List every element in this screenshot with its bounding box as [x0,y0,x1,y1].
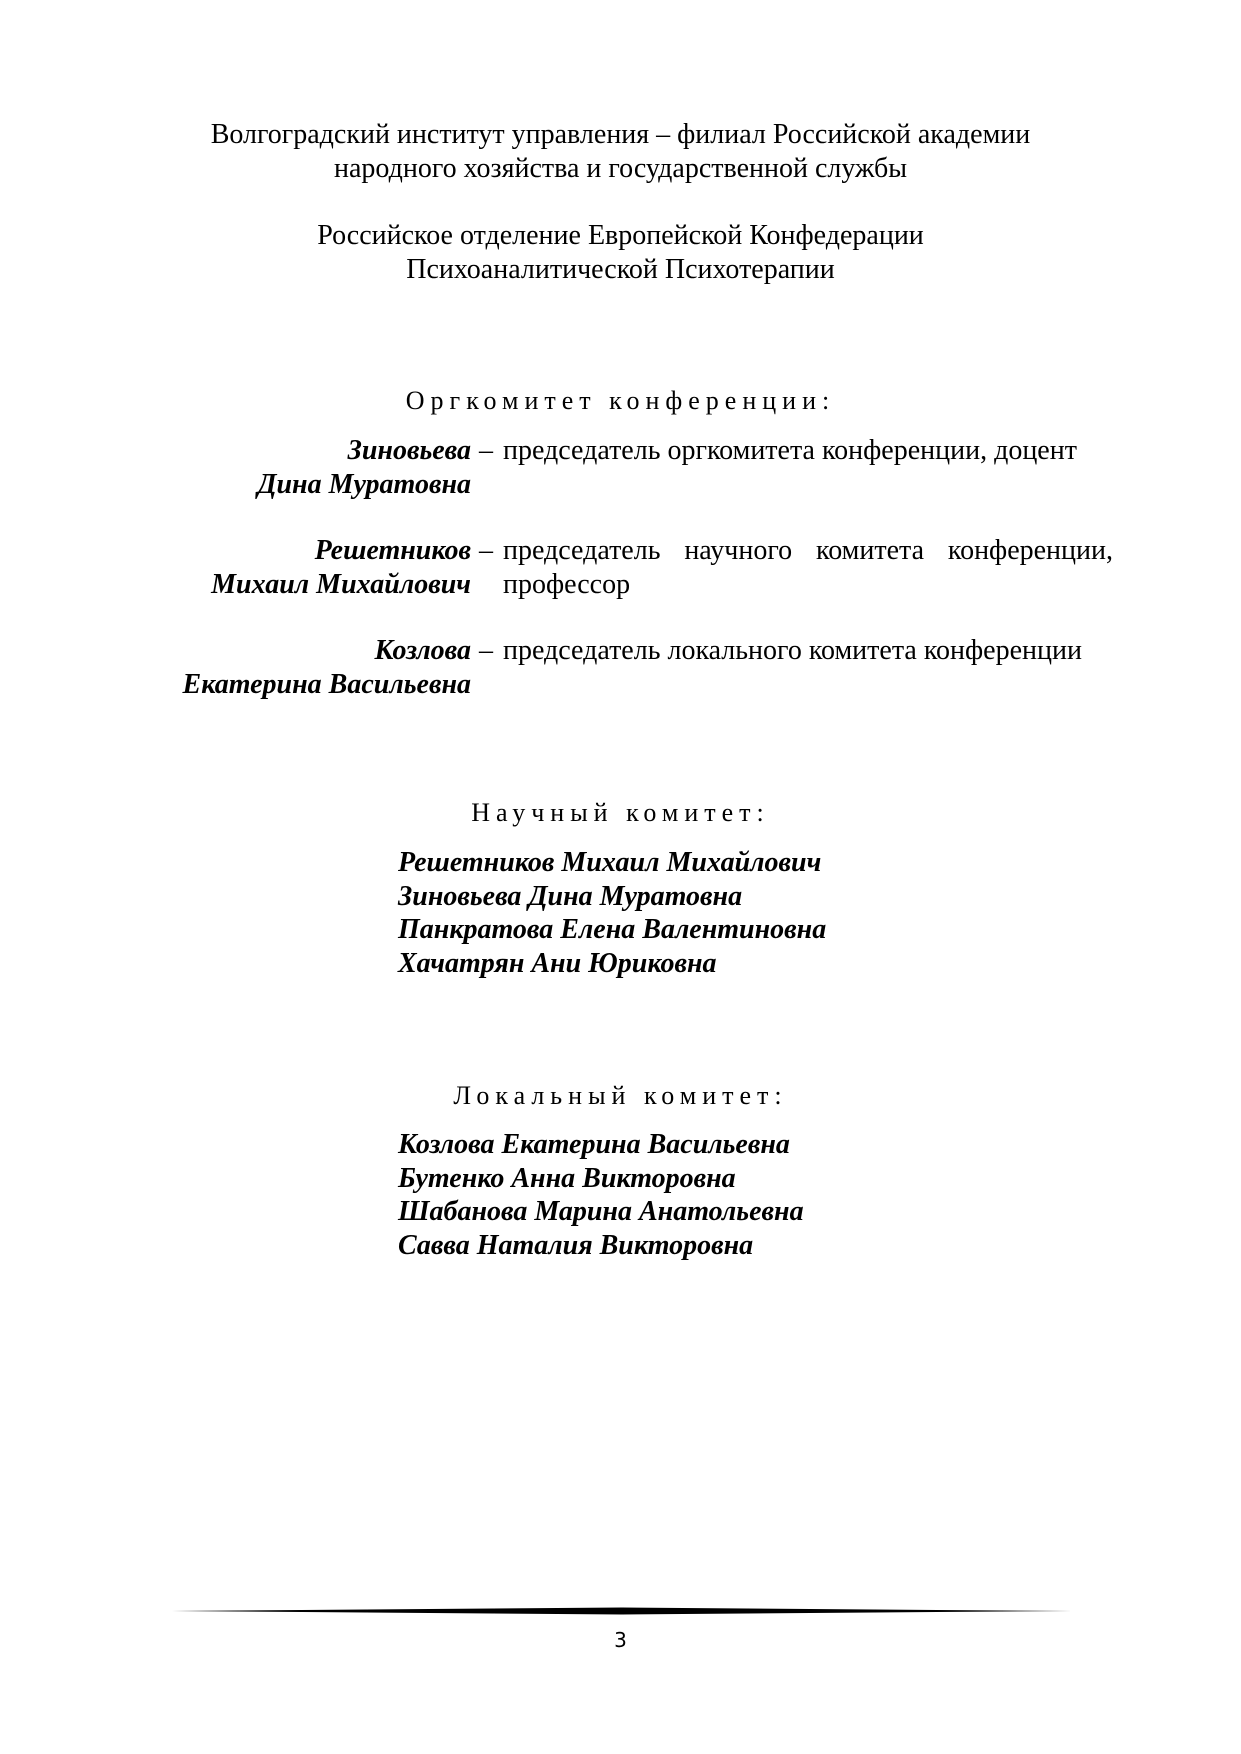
list-item: Козлова Екатерина Васильевна [398,1129,790,1160]
local-committee-title: Локальный комитет: [453,1081,788,1110]
member-surname: Зиновьева [347,435,471,466]
dash-separator: – [479,635,493,666]
institution-2-line-1: Российское отделение Европейской Конфедерации [317,220,924,251]
member-role-line-1: председатель локального комитета конференции [503,635,1082,666]
member-given-name: Михаил Михайлович [211,569,471,600]
member-role [503,634,1113,668]
institution-1-line-2: народного хозяйства и государственной службы [333,153,908,184]
institution-header-1 [0,118,1241,186]
dash-separator: – [479,435,493,466]
member-role-line-1: председатель научного комитета конференции, [503,535,1113,566]
footer-rule [172,1607,1072,1615]
list-item: Зиновьева Дина Муратовна [398,880,743,912]
member-name [51,434,471,502]
local-committee-list [398,1128,804,1262]
list-item: Решетников Михаил Михайлович [398,847,822,878]
dash-separator: – [479,535,493,566]
member-name [51,534,471,602]
member-role [503,534,1113,602]
institution-1-line-1: Волгоградский институт управления – филиал Российской академии [210,119,1031,150]
scientific-committee-title: Научный комитет: [471,798,770,827]
member-given-name: Екатерина Васильевна [182,669,471,700]
member-surname: Козлова [374,635,471,666]
organizing-committee-title: Оргкомитет конференции: [405,386,836,415]
institution-2-line-2: Психоаналитической Психотерапии [406,254,835,285]
member-name [51,634,471,702]
member-surname: Решетников [314,535,471,566]
member-given-name: Дина Муратовна [257,469,471,500]
member-role [503,434,1113,468]
scientific-committee-list [398,846,826,980]
list-item: Хачатрян Ани Юриковна [398,947,717,979]
list-item: Савва Наталия Викторовна [398,1229,754,1261]
list-item: Шабанова Марина Анатольевна [398,1196,804,1227]
list-item: Бутенко Анна Викторовна [398,1162,736,1194]
member-role-line-2: профессор [503,569,631,600]
page-number: 3 [614,1628,627,1652]
list-item: Панкратова Елена Валентиновна [398,914,827,945]
member-role-line-1: председатель оргкомитета конференции, доцент [503,435,1077,466]
institution-header-2 [0,219,1241,287]
